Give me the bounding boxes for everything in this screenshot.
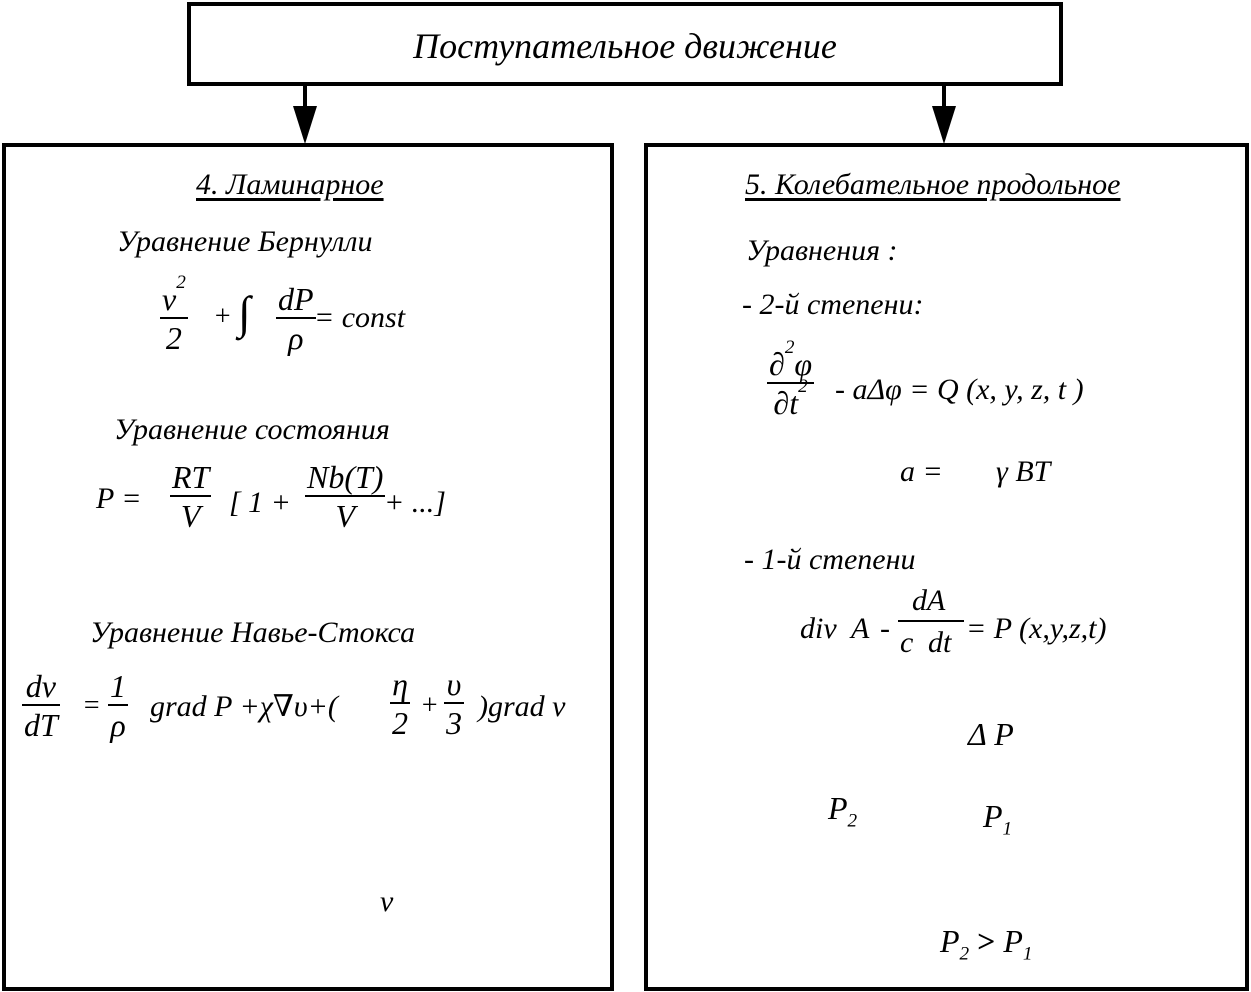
navier-dv: dv: [25, 668, 56, 704]
navier-tail: )grad v: [478, 690, 566, 723]
wave-partial: ∂: [769, 346, 785, 382]
speed-lhs: a =: [900, 455, 943, 488]
navier-eta: η: [392, 666, 408, 702]
connector-left-arrow: [293, 84, 317, 144]
title-box: [187, 2, 1063, 86]
bernoulli-two: 2: [165, 320, 182, 356]
speed-root-arg: γ BT: [996, 455, 1051, 488]
oscillatory-heading: 5. Колебательное продольное: [745, 168, 1121, 201]
navier-one: 1: [110, 668, 126, 704]
maxwell-da: dA: [912, 584, 946, 617]
first-degree-label: - 1-й степени: [744, 543, 916, 576]
second-degree-label: - 2-й степени:: [742, 288, 924, 321]
wave-num-sup: 2: [784, 337, 795, 359]
compare-a: P: [940, 923, 960, 959]
laminar-panel: [2, 143, 614, 991]
maxwell-c: c: [900, 626, 914, 659]
bernoulli-v: v: [162, 281, 177, 317]
maxwell-minus: -: [880, 612, 890, 645]
maxwell-div: div: [800, 612, 837, 645]
wave-dt: ∂t: [773, 385, 799, 421]
p2-sub: 2: [847, 810, 858, 832]
state-v2: V: [335, 498, 355, 534]
wave-phi: φ: [794, 346, 813, 382]
p2-label: [828, 792, 857, 831]
navier-rho: ρ: [110, 707, 126, 743]
bernoulli-integral: ∫: [238, 287, 251, 338]
bernoulli-dp: dP: [278, 281, 314, 317]
navier-mid: grad P +χ∇υ+(: [150, 690, 338, 723]
navier-two: 2: [392, 705, 408, 741]
navier-three: 3: [446, 705, 462, 741]
bernoulli-const: = const: [314, 301, 406, 334]
state-label: Уравнение состояния: [114, 413, 390, 446]
p1-letter: P: [983, 798, 1003, 834]
compare-sign: >: [977, 923, 996, 959]
equations-label: Уравнения :: [746, 234, 898, 267]
flow-velocity-label: v: [380, 885, 394, 918]
navier-eta-fraction: [390, 668, 410, 739]
connector-right-arrow: [932, 84, 956, 144]
state-nbt-fraction: [305, 461, 385, 532]
navier-dvdt-fraction: [22, 670, 60, 741]
navier-ups: υ: [446, 666, 462, 702]
compare-b: P: [1003, 923, 1023, 959]
navier-1rho-fraction: [108, 670, 128, 741]
navier-ups-fraction: [444, 668, 464, 739]
maxwell-a: A: [851, 612, 870, 645]
laminar-heading: 4. Ламинарное: [196, 168, 384, 201]
maxwell-dt: dt: [928, 626, 952, 659]
bernoulli-rho: ρ: [288, 320, 304, 356]
state-tail: + ...]: [384, 486, 446, 519]
bernoulli-label: Уравнение Бернулли: [117, 225, 373, 258]
state-lhs: P =: [96, 482, 142, 515]
delta-p-label: Δ P: [968, 716, 1014, 752]
maxwell-fraction-bar: [898, 620, 964, 622]
bernoulli-v2-fraction: [160, 272, 188, 356]
wave-fraction: [767, 337, 814, 421]
p2-letter: P: [828, 790, 848, 826]
pressure-comparison: [940, 925, 1033, 964]
wave-rest: - aΔφ = Q (x, y, z, t ): [835, 373, 1084, 406]
navier-dt: dT: [24, 707, 58, 743]
navier-plus: +: [420, 690, 439, 721]
compare-b-sub: 1: [1022, 943, 1033, 965]
compare-a-sub: 2: [959, 943, 970, 965]
bernoulli-plus: +: [213, 301, 232, 332]
bernoulli-dp-fraction: [276, 283, 316, 354]
state-nbt: Nb(T): [307, 459, 384, 495]
state-mid: [ 1 +: [229, 486, 291, 519]
wave-den-sup: 2: [798, 376, 808, 398]
page-title: Поступательное движение: [413, 26, 837, 66]
p1-label: [983, 800, 1012, 839]
p1-sub: 1: [1002, 818, 1013, 840]
bernoulli-square: 2: [176, 272, 186, 294]
maxwell-rhs: = P (x,y,z,t): [966, 612, 1107, 645]
state-rt-fraction: [170, 461, 211, 532]
state-v: V: [180, 498, 201, 534]
state-rt: RT: [172, 459, 210, 495]
navier-label: Уравнение Навье-Стокса: [90, 616, 416, 649]
oscillatory-panel: [644, 143, 1249, 991]
navier-eq: =: [82, 690, 101, 721]
